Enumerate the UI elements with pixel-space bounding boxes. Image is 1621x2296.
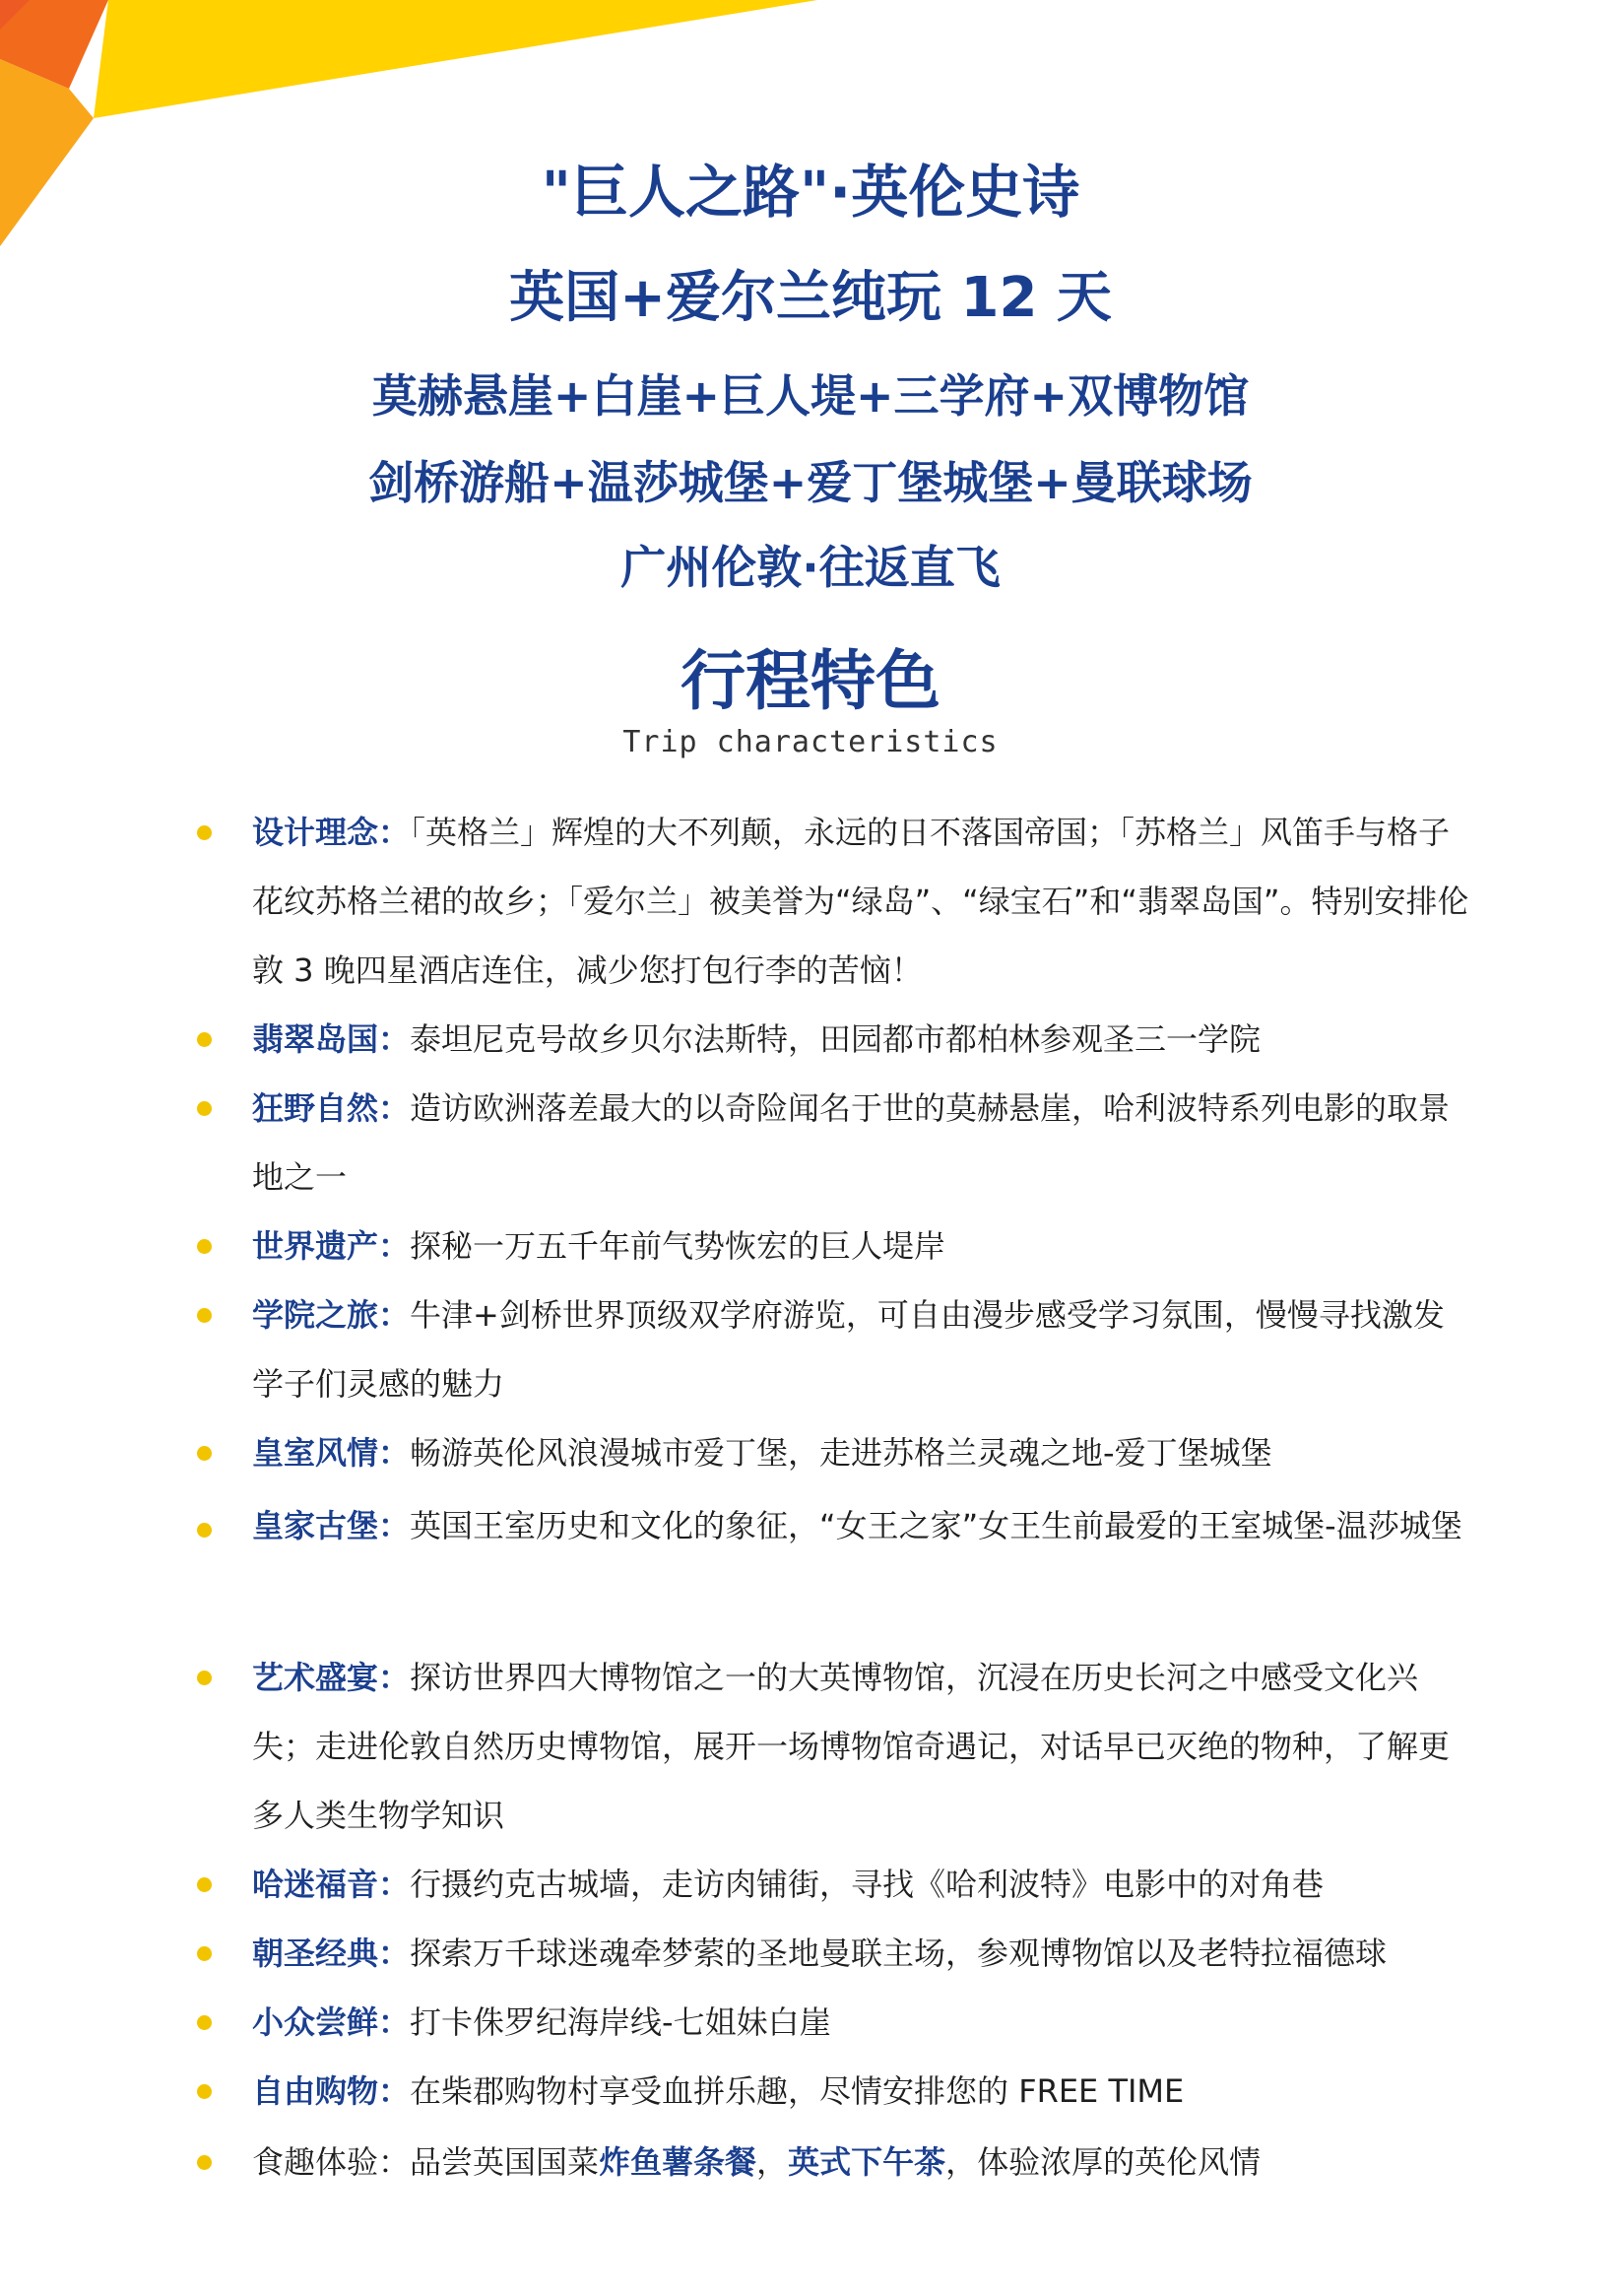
section-title: 行程特色: [681, 643, 940, 719]
feature-text: 泰坦尼克号故乡贝尔法斯特，田园都市都柏林参观圣三一学院: [410, 1020, 1262, 1058]
bullet-dot: [197, 1671, 212, 1685]
feature-text: 行摄约克古城墙，走访肉铺街，寻找《哈利波特》电影中的对角巷: [410, 1866, 1325, 1903]
bullet-dot: [197, 1523, 212, 1538]
feature-highlight: 英式下午茶: [788, 2143, 946, 2181]
list-item: [252, 1919, 1473, 1988]
feature-text: 探访世界四大博物馆之一的大英博物馆，沉浸在历史长河之中感受文化兴失；走进伦敦自然历史博物馆，展开一场博物馆奇遇记，对话早已灭绝的物种，了解更多人类生物学知识: [252, 1659, 1451, 1834]
feature-label: 哈迷福音：: [252, 1866, 411, 1903]
feature-text: 打卡侏罗纪海岸线-七姐妹白崖: [410, 2003, 831, 2041]
list-item: [252, 798, 1473, 1005]
list-item: [252, 1850, 1473, 1919]
feature-label: 自由购物：: [252, 2072, 411, 2110]
feature-label: 学院之旅：: [252, 1296, 411, 1334]
section-subtitle: Trip characteristics: [622, 725, 999, 759]
list-item: [252, 2128, 1473, 2197]
feature-text: 造访欧洲落差最大的以奇险闻名于世的莫赫悬崖，哈利波特系列电影的取景地之一: [252, 1089, 1451, 1196]
feature-text: 畅游英伦风浪漫城市爱丁堡，走进苏格兰灵魂之地-爱丁堡城堡: [410, 1434, 1272, 1472]
bullet-dot: [197, 1101, 212, 1116]
feature-text: ，体验浓厚的英伦风情: [945, 2143, 1262, 2181]
feature-text: 探索万千球迷魂牵梦萦的圣地曼联主场，参观博物馆以及老特拉福德球: [410, 1935, 1388, 1972]
bullet-dot: [197, 2155, 212, 2170]
bullet-dot: [197, 2084, 212, 2099]
feature-separator: ，: [756, 2143, 789, 2181]
feature-label: 设计理念：: [252, 814, 411, 851]
feature-label: 小众尝鲜：: [252, 2003, 411, 2041]
feature-text: 品尝英国国菜: [410, 2143, 600, 2181]
list-item: [252, 1487, 1473, 1564]
bullet-dot: [197, 1946, 212, 1961]
feature-label: 狂野自然：: [252, 1089, 411, 1127]
highlights-line-2: 剑桥游船+温莎城堡+爱丁堡城堡+曼联球场: [368, 456, 1253, 509]
highlights-line-1: 莫赫悬崖+白崖+巨人堤+三学府+双博物馆: [371, 369, 1250, 423]
trip-duration-title: 英国+爱尔兰纯玩 12 天: [509, 266, 1112, 330]
list-item: [252, 1418, 1473, 1487]
bullet-dot: [197, 1239, 212, 1254]
feature-label: 皇室风情：: [252, 1434, 411, 1472]
list-item: [252, 1643, 1473, 1850]
list-item: [252, 2057, 1473, 2126]
feature-text: 探秘一万五千年前气势恢宏的巨人堤岸: [410, 1227, 946, 1265]
list-item: [252, 1074, 1473, 1212]
bullet-dot: [197, 825, 212, 840]
list-item: [252, 1280, 1473, 1418]
feature-text: 牛津+剑桥世界顶级双学府游览，可自由漫步感受学习氛围，慢慢寻找激发学子们灵感的魅力: [252, 1296, 1445, 1403]
bullet-dot: [197, 1308, 212, 1323]
feature-label: 朝圣经典：: [252, 1935, 411, 1972]
bullet-dot: [197, 2015, 212, 2030]
feature-label: 翡翠岛国：: [252, 1020, 411, 1058]
flight-info: 广州伦敦·往返直飞: [620, 541, 1001, 594]
feature-text: 英国王室历史和文化的象征，“女王之家”女王生前最爱的王室城堡-温莎城堡: [410, 1507, 1462, 1544]
feature-label: 皇家古堡：: [252, 1507, 411, 1544]
list-item: [252, 1212, 1473, 1280]
bullet-dot: [197, 1877, 212, 1892]
feature-label: 食趣体验：: [252, 2143, 411, 2181]
feature-label: 艺术盛宴：: [252, 1659, 411, 1696]
feature-highlight: 炸鱼薯条餐: [599, 2143, 757, 2181]
feature-text: 「英格兰」辉煌的大不列颠，永远的日不落国帝国；「苏格兰」风笛手与格子花纹苏格兰裙的故乡；「爱尔兰」被美誉为“绿岛”、“绿宝石”和“翡翠岛国”。特别安排伦敦 3 晚四星酒店连住，减少您打包行李的苦恼！: [252, 814, 1469, 989]
bullet-dot: [197, 1446, 212, 1461]
feature-label: 世界遗产：: [252, 1227, 411, 1265]
list-item: [252, 1005, 1473, 1074]
bullet-dot: [197, 1032, 212, 1047]
feature-text: 在柴郡购物村享受血拼乐趣，尽情安排您的 FREE TIME: [410, 2072, 1185, 2110]
main-title: "巨人之路"·英伦史诗: [541, 159, 1080, 226]
list-item: [252, 1988, 1473, 2057]
